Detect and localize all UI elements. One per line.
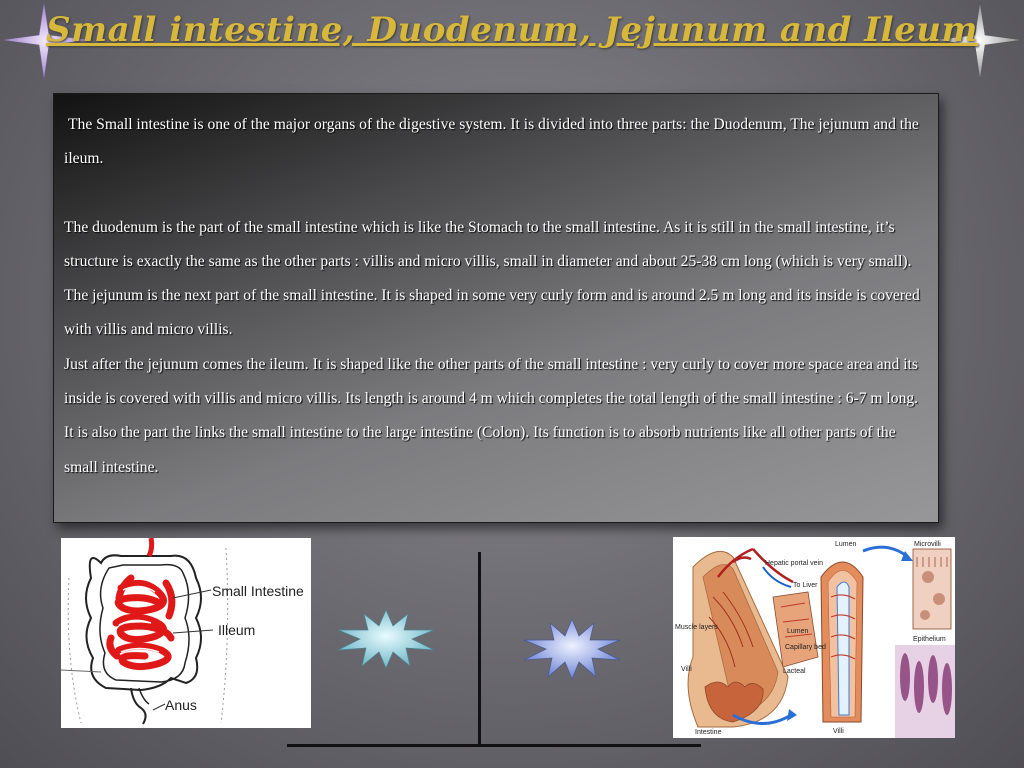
starburst-cyan-icon <box>334 608 438 670</box>
divider-vertical <box>478 552 481 745</box>
label-anus: Anus <box>165 697 197 713</box>
label-small-intestine: Small Intestine <box>212 583 304 599</box>
label-capillary-bed: Capillary bed <box>785 644 826 651</box>
paragraph-intro: The Small intestine is one of the major organs of the digestive system. It is divided into three parts: the Duodenum, The jejunum and the ileum. <box>64 116 919 168</box>
body-text-box <box>53 93 939 523</box>
label-ileum: Illeum <box>218 622 256 638</box>
small-intestine-diagram <box>61 538 311 728</box>
paragraph-ileum: Just after the jejunum comes the ileum. It is shaped like the other parts of the small intestine : very curly to cover more space area and its inside is covered with villis and micro villis. Its length is around 4 m which completes the total length of the small intestine : 6-7 m long. It is also the part the links the small intestine to the large intestine (Colon). Its function is to absorb nutrients like all other parts of the small intestine. <box>64 355 919 476</box>
label-lumen: Lumen <box>787 628 809 635</box>
paragraph-jejunum: The jejunum is the next part of the small intestine. It is shaped in some very curly form and is around 2.5 m long and its inside is covered with villis and micro villis. <box>64 287 920 339</box>
slide-title: Small intestine, Duodenum, Jejunum and Ileum <box>46 10 978 50</box>
label-intestine: Intestine <box>695 729 722 736</box>
label-microvilli: Microvilli <box>914 541 941 548</box>
villi-diagram <box>673 537 955 738</box>
label-villi-bottom: Villi <box>833 728 844 735</box>
divider-horizontal <box>287 744 701 747</box>
label-to-liver: To Liver <box>793 582 818 589</box>
label-lacteal: Lacteal <box>783 668 806 675</box>
label-epithelium: Epithelium <box>913 636 946 643</box>
label-villi-left: Villi <box>681 666 692 673</box>
label-lumen-top: Lumen <box>835 541 857 548</box>
starburst-blue-icon <box>520 617 624 681</box>
label-muscle-layers: Muscle layers <box>675 624 718 631</box>
label-hepatic-portal-vein: Hepatic portal vein <box>765 560 823 567</box>
paragraph-duodenum: The duodenum is the part of the small intestine which is like the Stomach to the small intestine. As it is still in the small intestine, it’s structure is exactly the same as the other parts : villis and micro villis, small in diameter and about 25-38 cm long (which is very small). <box>64 218 912 270</box>
